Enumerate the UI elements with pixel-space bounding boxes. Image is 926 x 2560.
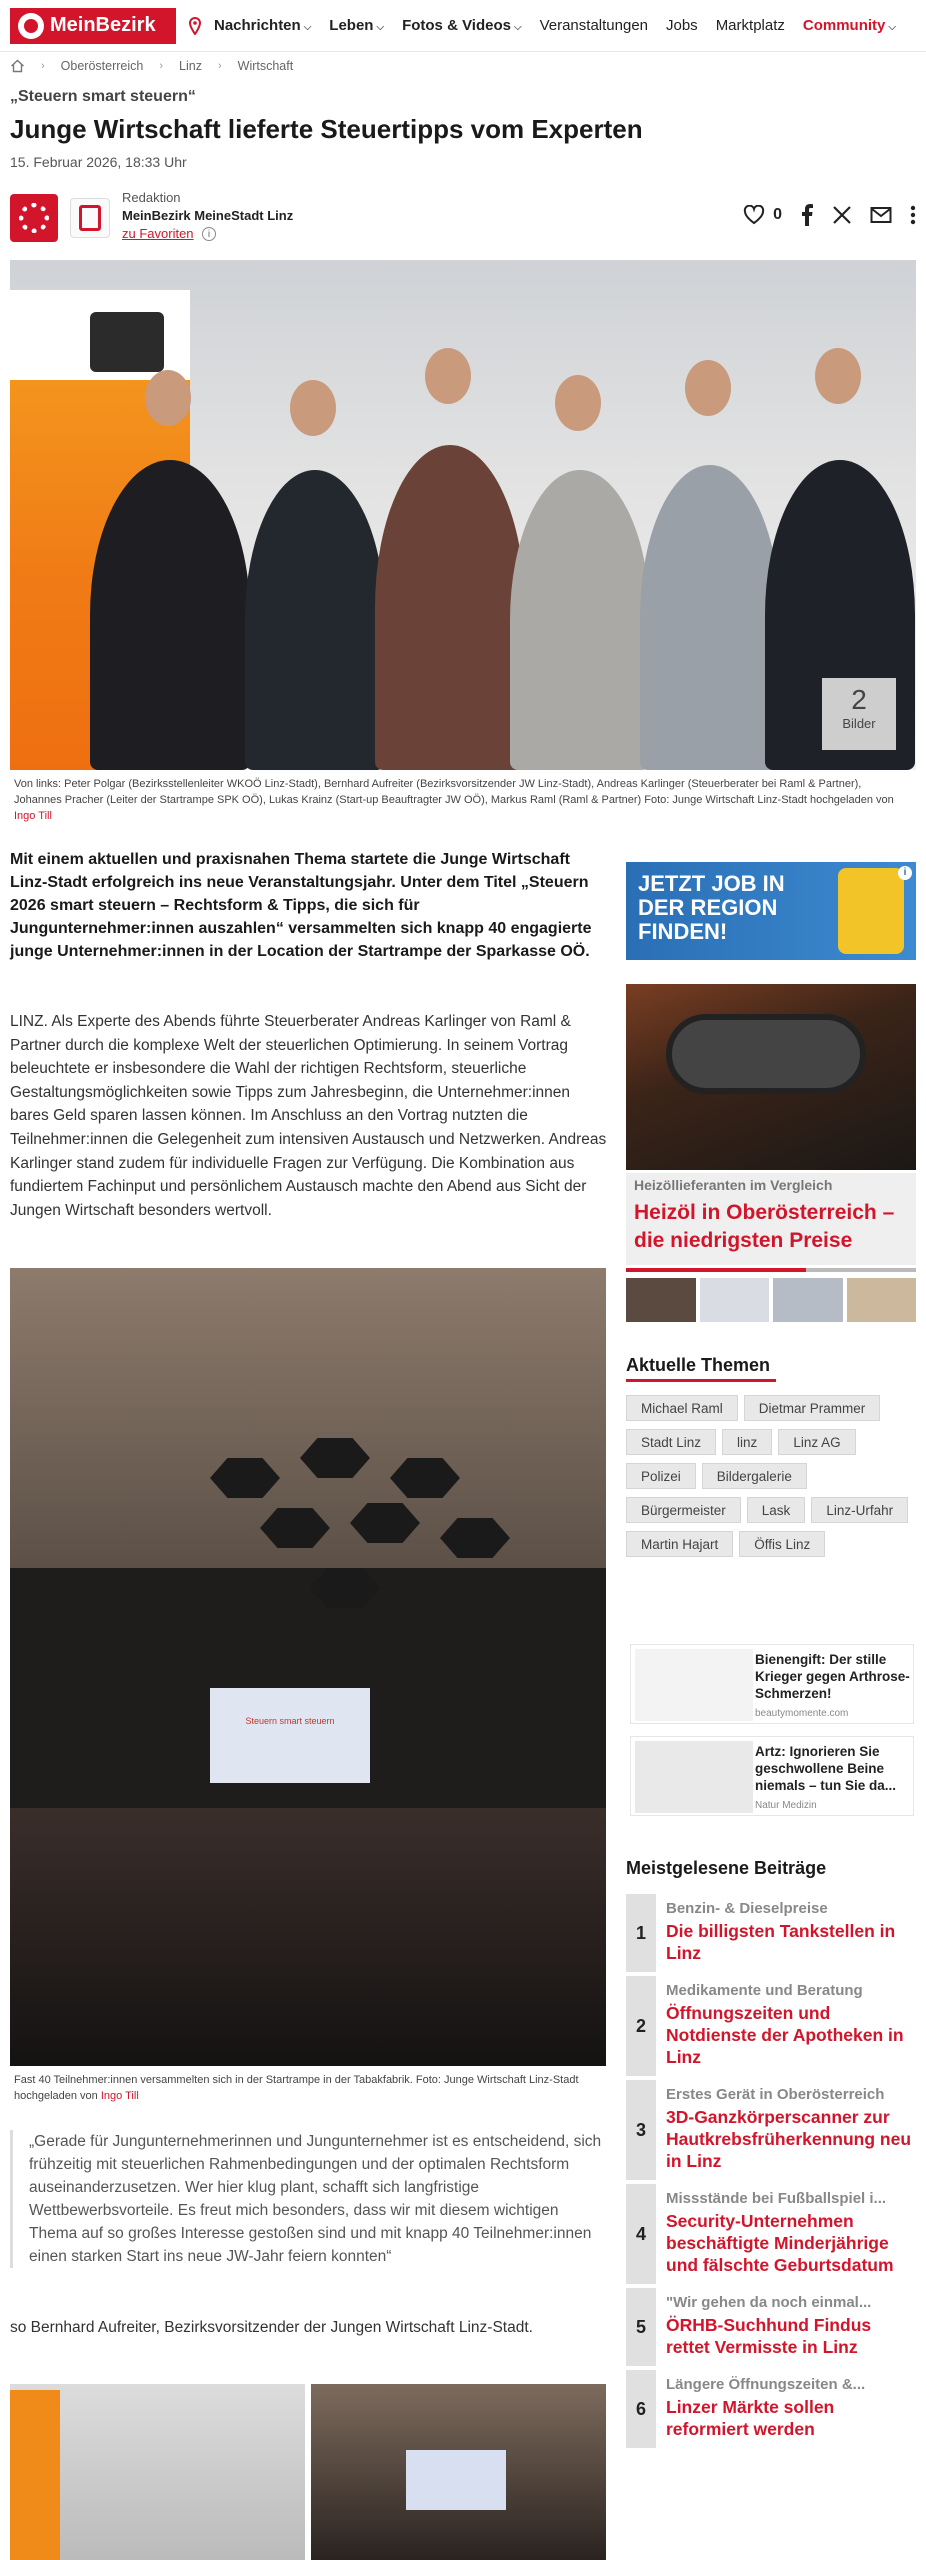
rank-number: 3 bbox=[626, 2080, 656, 2180]
share-actions bbox=[743, 204, 916, 226]
rank-number: 5 bbox=[626, 2288, 656, 2366]
topics-underline bbox=[626, 1379, 776, 1382]
nav-item[interactable] bbox=[666, 17, 698, 34]
avatar[interactable] bbox=[10, 194, 58, 242]
breadcrumb-item[interactable]: Oberösterreich bbox=[60, 59, 144, 73]
breadcrumb-separator-icon: › bbox=[159, 60, 164, 72]
presentation-screen bbox=[210, 1688, 370, 1783]
location-pin-icon[interactable] bbox=[188, 17, 202, 35]
mail-icon[interactable] bbox=[870, 206, 892, 224]
uploader-link[interactable]: Ingo Till bbox=[100, 2090, 139, 2102]
carousel-progress bbox=[626, 1268, 916, 1272]
breadcrumb-item[interactable]: Wirtschaft bbox=[237, 59, 294, 73]
topic-tag[interactable]: Polizei bbox=[626, 1463, 696, 1489]
topic-tag[interactable]: Dietmar Prammer bbox=[744, 1395, 881, 1421]
most-read-kicker: Medikamente und Beratung bbox=[666, 1982, 863, 1999]
most-read-kicker: Benzin- & Dieselpreise bbox=[666, 1900, 828, 1917]
topic-tag[interactable]: Bürgermeister bbox=[626, 1497, 741, 1523]
breadcrumb-separator-icon: › bbox=[41, 60, 45, 72]
nav-item[interactable] bbox=[329, 17, 384, 34]
promo-teaser[interactable] bbox=[630, 1736, 914, 1816]
carousel-thumbnail[interactable] bbox=[847, 1278, 917, 1322]
jw-logo-icon bbox=[90, 312, 164, 372]
chevron-down-icon: ⌵ bbox=[376, 22, 385, 33]
nav-item-label: Marktplatz bbox=[715, 17, 785, 34]
nav-item-label: Leben bbox=[329, 17, 374, 34]
teaser-title: Bienengift: Der stille Krieger gegen Arthrose-Schmerzen! bbox=[755, 1652, 910, 1701]
most-read-item[interactable] bbox=[626, 1894, 916, 1972]
most-read-title[interactable]: 3D-Ganzkörperscanner zur Hautkrebsfrüherkennung neu in Linz bbox=[666, 2107, 912, 2171]
publish-date: 15. Februar 2026, 18:33 Uhr bbox=[10, 154, 187, 170]
facebook-icon[interactable] bbox=[800, 204, 814, 226]
most-read-item[interactable] bbox=[626, 1976, 916, 2076]
chevron-down-icon: ⌵ bbox=[513, 22, 522, 33]
article-body: LINZ. Als Experte des Abends führte Steuerberater Andreas Karlinger von Raml & Partner durch die komplexe Welt der steuerlichen Optimierung. In seinem Vortrag beleuchtete er insbesondere die Wahl der richtigen Rechtsform, steuerliche Gestaltungsmöglichkeiten sowie Tipps zum Jahresbeginn, die Unternehmer:innen bares Geld sparen lassen können. Im Anschluss an den Vortrag nutzten die Teilnehmer:innen die Gelegenheit zum intensiven Austausch und Netzwerken. Andreas Karlinger stand zudem für individuelle Fragen zur Verfügung. Die Kombination aus fundiertem Fachinput und persönlichem Austausch machte den Abend aus Sicht der Jungen Wirtschaft besonders wertvoll. bbox=[10, 1013, 607, 1219]
carousel-thumbnail[interactable] bbox=[626, 1278, 696, 1322]
sponsored-image[interactable] bbox=[626, 984, 916, 1170]
home-icon[interactable] bbox=[10, 59, 25, 73]
most-read-title[interactable]: Security-Unternehmen beschäftigte Minderjährige und fälschte Geburtsdatum bbox=[666, 2211, 894, 2275]
most-read-title[interactable]: Linzer Märkte sollen reformiert werden bbox=[666, 2397, 835, 2439]
top-navigation bbox=[0, 0, 926, 52]
most-read-kicker: Längere Öffnungszeiten &... bbox=[666, 2376, 866, 2393]
nav-item-label: Jobs bbox=[666, 17, 698, 34]
nav-item[interactable] bbox=[716, 17, 785, 34]
topic-tag[interactable]: Martin Hajart bbox=[626, 1531, 733, 1557]
nav-item[interactable] bbox=[402, 17, 522, 34]
most-read-kicker: Missstände bei Fußballspiel i... bbox=[666, 2190, 887, 2207]
author-name[interactable]: MeinBezirk MeineStadt Linz bbox=[122, 208, 294, 223]
gallery-count: 2 bbox=[851, 684, 867, 715]
article-kicker: „Steuern smart steuern“ bbox=[10, 88, 196, 105]
rank-number: 1 bbox=[626, 1894, 656, 1972]
ad-info-icon[interactable]: i bbox=[898, 866, 912, 880]
add-favorite-link[interactable]: zu Favoriten bbox=[122, 226, 194, 241]
most-read-text bbox=[656, 2288, 916, 2366]
most-read-text bbox=[656, 1976, 916, 2076]
caption-text: Von links: Peter Polgar (Bezirksstellenleiter WKOÖ Linz-Stadt), Bernhard Aufreiter (Bezirksvorsitzender JW Linz-Stadt), Andreas Karlinger (Steuerberater bei Raml & Partner), Johannes Pracher (Leiter der Startrampe SPK OÖ), Lukas Krainz (Start-up Beauftragter JW OÖ), Markus Raml (Raml & Partner) Foto: Junge Wirtschaft Linz-Stadt hochgeladen von bbox=[14, 778, 894, 806]
sponsored-thumbnails bbox=[626, 1278, 916, 1322]
most-read-item[interactable] bbox=[626, 2288, 916, 2366]
most-read-title[interactable]: Die billigsten Tankstellen in Linz bbox=[666, 1921, 896, 1963]
topic-tag[interactable]: Linz AG bbox=[778, 1429, 855, 1455]
logo-icon bbox=[18, 13, 44, 39]
most-read-text bbox=[656, 2184, 916, 2284]
article-lead: Mit einem aktuellen und praxisnahen Thema startete die Junge Wirtschaft Linz-Stadt erfolgreich ins neue Veranstaltungsjahr. Unter dem Titel „Steuern 2026 smart steuern – Rechtsform & Tipps, die sich für Jungunternehmer:innen auszahlen“ versammelten sich knapp 40 engagierte junge Unternehmer:innen in der Location der Startrampe der Sparkasse OÖ. bbox=[10, 851, 592, 960]
x-icon[interactable] bbox=[832, 205, 852, 225]
brand-name: MeinBezirk bbox=[50, 14, 156, 36]
ad-text: JETZT JOB IN DER REGION FINDEN! bbox=[638, 871, 785, 944]
author-bar bbox=[10, 190, 916, 246]
teaser-title: Artz: Ignorieren Sie geschwollene Beine niemals – tun Sie da... bbox=[755, 1744, 897, 1793]
nav-item-label: Veranstaltungen bbox=[539, 17, 648, 34]
gallery-thumbnail[interactable] bbox=[10, 2384, 305, 2560]
phone-icon bbox=[838, 868, 904, 954]
info-icon[interactable]: i bbox=[202, 227, 216, 241]
most-read-text bbox=[656, 2370, 916, 2448]
rank-number: 4 bbox=[626, 2184, 656, 2284]
most-read-text bbox=[656, 2080, 916, 2180]
most-read-text bbox=[656, 1894, 916, 1972]
breadcrumb-separator-icon: › bbox=[217, 60, 222, 72]
gallery-counter[interactable] bbox=[822, 678, 896, 750]
nav-item-label: Nachrichten bbox=[214, 17, 301, 34]
chevron-down-icon: ⌵ bbox=[888, 22, 896, 33]
topic-tag[interactable]: Bildergalerie bbox=[702, 1463, 807, 1489]
topic-tag[interactable]: Lask bbox=[747, 1497, 806, 1523]
topic-tag[interactable]: Stadt Linz bbox=[626, 1429, 716, 1455]
topic-tag[interactable]: Linz-Urfahr bbox=[811, 1497, 908, 1523]
brand-logo[interactable] bbox=[10, 8, 176, 44]
most-read-list bbox=[626, 1894, 916, 2452]
event-photo[interactable] bbox=[10, 1268, 606, 2066]
carousel-thumbnail[interactable] bbox=[700, 1278, 770, 1322]
gallery-label: Bilder bbox=[842, 716, 876, 731]
most-read-item[interactable] bbox=[626, 2080, 916, 2180]
topic-tags bbox=[626, 1395, 916, 1557]
nav-item[interactable] bbox=[803, 17, 896, 34]
hero-image[interactable] bbox=[10, 260, 916, 770]
nav-item[interactable] bbox=[540, 17, 648, 34]
promo-teaser[interactable] bbox=[630, 1644, 914, 1724]
topics-heading: Aktuelle Themen bbox=[626, 1355, 771, 1375]
avatar[interactable] bbox=[70, 198, 110, 238]
nav-item[interactable] bbox=[214, 17, 311, 34]
carousel-thumbnail[interactable] bbox=[773, 1278, 843, 1322]
article-quote: „Gerade für Jungunternehmerinnen und Jungunternehmer ist es entscheidend, sich frühzeitig mit steuerlichen Rahmenbedingungen und der optimalen Rechtsform auseinanderzusetzen. Wer hier klug plant, schafft sich langfristige Wettbewerbsvorteile. Es freut mich besonders, dass wir mit diesem wichtigen Thema auf so großes Interesse gestoßen sind und mit knapp 40 Teilnehmer:innen einen starken Start ins neue JW-Jahr feiern konnten“ bbox=[10, 2130, 606, 2268]
most-read-title[interactable]: ÖRHB-Suchhund Findus rettet Vermisste in Linz bbox=[666, 2315, 872, 2357]
chevron-down-icon: ⌵ bbox=[303, 22, 312, 33]
author-role: Redaktion bbox=[122, 190, 181, 205]
page-title: Junge Wirtschaft lieferte Steuertipps vom Experten bbox=[10, 114, 643, 144]
rank-number: 2 bbox=[626, 1976, 656, 2076]
most-read-kicker: "Wir gehen da noch einmal... bbox=[666, 2294, 872, 2311]
sponsored-kicker: Heizöllieferanten im Vergleich bbox=[626, 1173, 916, 1197]
teaser-source: beautymomente.com bbox=[755, 1708, 849, 1719]
teaser-source: Natur Medizin bbox=[755, 1800, 817, 1811]
screen-text: Steuern smart steuern bbox=[245, 1716, 335, 1726]
most-read-item[interactable] bbox=[626, 2370, 916, 2448]
most-read-item[interactable] bbox=[626, 2184, 916, 2284]
caption-text: Fast 40 Teilnehmer:innen versammelten sich in der Startrampe in der Tabakfabrik. Foto: Junge Wirtschaft Linz-Stadt hochgeladen von bbox=[14, 2074, 579, 2102]
uploader-link[interactable]: Ingo Till bbox=[14, 810, 52, 822]
rank-number: 6 bbox=[626, 2370, 656, 2448]
most-read-kicker: Erstes Gerät in Oberösterreich bbox=[666, 2086, 885, 2103]
most-read-heading: Meistgelesene Beiträge bbox=[626, 1858, 827, 1878]
image-caption bbox=[14, 776, 904, 824]
like-count: 0 bbox=[773, 206, 782, 223]
gallery-thumbnails bbox=[10, 2384, 606, 2560]
job-advertisement[interactable] bbox=[626, 862, 916, 960]
quote-attribution: so Bernhard Aufreiter, Bezirksvorsitzender der Jungen Wirtschaft Linz-Stadt. bbox=[10, 2319, 533, 2336]
nav-item-label: Community bbox=[802, 17, 886, 34]
most-read-title[interactable]: Öffnungszeiten und Notdienste der Apotheken in Linz bbox=[666, 2003, 904, 2067]
heart-icon[interactable] bbox=[743, 205, 765, 225]
topic-tag[interactable]: Öffis Linz bbox=[739, 1531, 825, 1557]
main-menu bbox=[214, 17, 896, 34]
topic-tag[interactable]: Michael Raml bbox=[626, 1395, 738, 1421]
topic-tag[interactable]: linz bbox=[722, 1429, 772, 1455]
gallery-thumbnail[interactable] bbox=[311, 2384, 606, 2560]
breadcrumb-item[interactable]: Linz bbox=[179, 59, 202, 73]
more-options-icon[interactable] bbox=[910, 205, 916, 225]
image-caption bbox=[14, 2072, 604, 2104]
nav-item-label: Fotos & Videos bbox=[402, 17, 511, 34]
breadcrumb bbox=[10, 56, 293, 76]
sponsored-title[interactable]: Heizöl in Oberösterreich – die niedrigsten Preise bbox=[626, 1197, 916, 1265]
